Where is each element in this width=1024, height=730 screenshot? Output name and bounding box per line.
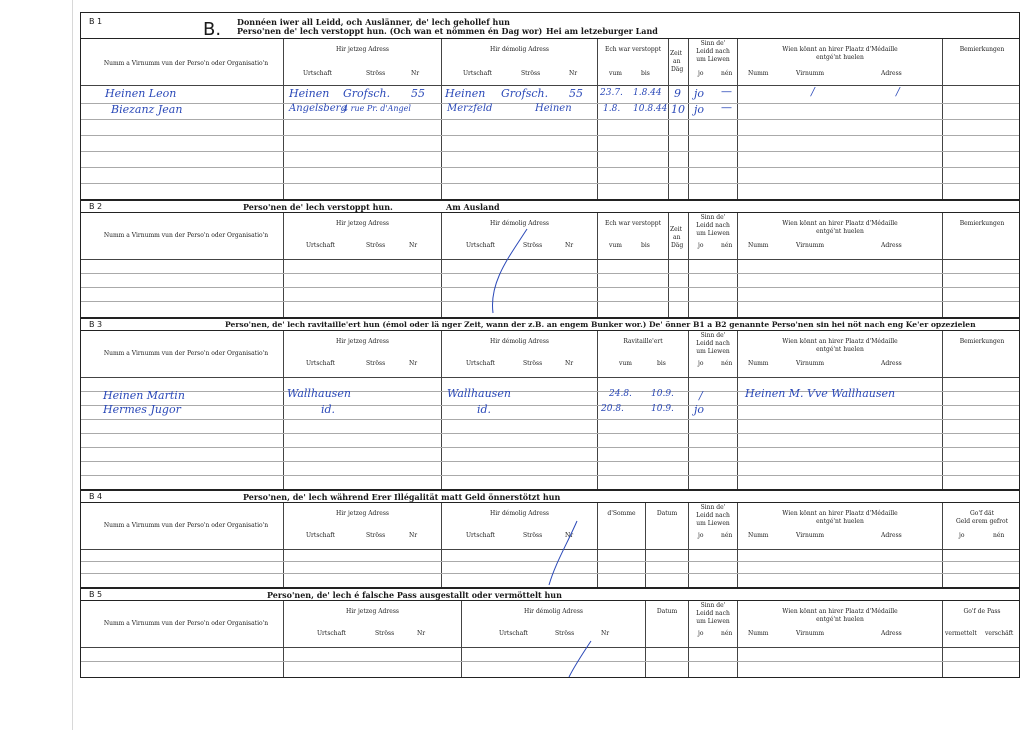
- b3-medal-l2: entgé'nt huelen: [816, 346, 864, 353]
- section-b1-header: [81, 13, 1019, 39]
- b1-days-l2: an: [673, 58, 681, 65]
- b1-row1-days: 9: [674, 87, 681, 100]
- b1-row2-town: Angelsberg: [289, 103, 347, 114]
- b2-nr2-label: Nr: [565, 242, 574, 249]
- b5-date-label: Datum: [656, 608, 678, 615]
- b1-street-label: Ströss: [366, 70, 386, 77]
- b3-from-label: vum: [619, 360, 632, 367]
- b1-sense-l3: um Liewen: [696, 56, 730, 63]
- b2-medal-addr-label: Adress: [881, 242, 902, 249]
- b2-town-label: Urtschaft: [306, 242, 335, 249]
- b2-to-label: bis: [641, 242, 650, 249]
- b2-medal-first-label: Virnumm: [796, 242, 825, 249]
- b3-row1-from: 24.8.: [609, 389, 632, 399]
- b5-pass-created: verschäft: [985, 630, 1014, 637]
- b3-medal-l1: Wien könnt an hirer Plaatz d'Médaille: [782, 338, 898, 345]
- section-b1-id: B 1: [89, 17, 103, 26]
- b4-nr-label: Nr: [409, 532, 418, 539]
- b1-row1-town: Heinen: [289, 87, 330, 100]
- b3-row1-alive: /: [699, 389, 703, 402]
- section-b2-id: B 2: [89, 202, 103, 211]
- b2-days-l2: an: [673, 234, 681, 241]
- b2-current-addr-label: Hir jetzeg Adress: [336, 220, 389, 227]
- b5-pass-issued: vermettelt: [945, 630, 977, 637]
- b1-row2-alive: jo: [694, 103, 705, 116]
- b2-days-l3: Däg: [671, 242, 684, 249]
- b3-row2-town2: id.: [477, 403, 492, 416]
- b5-medal-l2: entgé'nt huelen: [816, 616, 864, 623]
- b4-medal-l2: entgé'nt huelen: [816, 518, 864, 525]
- b1-nr2-label: Nr: [569, 70, 578, 77]
- b4-sum-label: d'Somme: [607, 510, 636, 517]
- header-line-1: Donnéen iwer all Leidd, och Auslänner, de' lech gehollef hun: [237, 17, 510, 27]
- b1-from-label: vum: [609, 70, 622, 77]
- b1-no-label: nén: [721, 70, 733, 77]
- b3-row1-name: Heinen Martin: [103, 389, 185, 402]
- section-b5-header: [81, 589, 1019, 601]
- b3-to-label: bis: [657, 360, 666, 367]
- b3-remarks-label: Bemierkungen: [959, 338, 1005, 345]
- b4-medal-addr-label: Adress: [881, 532, 902, 539]
- b4-yes-label: jo: [698, 532, 704, 539]
- b2-from-label: vum: [609, 242, 622, 249]
- b5-medal-name-label: Numm: [748, 630, 769, 637]
- b3-sense-l3: um Liewen: [696, 348, 730, 355]
- b3-nr-label: Nr: [409, 360, 418, 367]
- b2-sense-l2: Leidd nach: [696, 222, 730, 229]
- b2-yes-label: jo: [698, 242, 704, 249]
- form-letter: B.: [203, 19, 222, 40]
- b1-sense-l1: Sinn de': [700, 40, 726, 47]
- b1-row1-name: Heinen Leon: [105, 87, 177, 100]
- b3-no-label: nén: [721, 360, 733, 367]
- b4-street2-label: Ströss: [523, 532, 543, 539]
- b1-town2-label: Urtschaft: [463, 70, 492, 77]
- b4-money-yes: jo: [959, 532, 965, 539]
- b5-town-label: Urtschaft: [317, 630, 346, 637]
- b1-row2-days: 10: [671, 103, 685, 116]
- b1-remarks-label: Bemierkungen: [959, 46, 1005, 53]
- section-b1: [80, 12, 1020, 200]
- b4-town-label: Urtschaft: [306, 532, 335, 539]
- b3-yes-label: jo: [698, 360, 704, 367]
- section-b4-id: B 4: [89, 492, 103, 501]
- section-b2-place: Am Ausland: [446, 202, 500, 212]
- b4-strike-mark: [543, 519, 583, 589]
- b2-no-label: nén: [721, 242, 733, 249]
- b1-yes-label: jo: [698, 70, 704, 77]
- b3-row1-medal: Heinen M. Vve Wallhausen: [745, 387, 896, 400]
- header-land: Hei am letzeburger Land: [546, 26, 658, 36]
- b1-sense-l2: Leidd nach: [696, 48, 730, 55]
- b1-medal-l1: Wien könnt an hirer Plaatz d'Médaille: [782, 46, 898, 53]
- b1-row1-from: 23.7.: [600, 88, 623, 98]
- b3-medal-addr-label: Adress: [881, 360, 902, 367]
- form-sheet: [80, 12, 1022, 680]
- b5-medal-addr-label: Adress: [881, 630, 902, 637]
- b1-medal-name-label: Numm: [748, 70, 769, 77]
- b5-strike-mark: [561, 639, 601, 679]
- b2-street2-label: Ströss: [523, 242, 543, 249]
- b4-current-addr-label: Hir jetzeg Adress: [336, 510, 389, 517]
- b4-nr2-label: Nr: [565, 532, 574, 539]
- b3-medal-first-label: Virnumm: [796, 360, 825, 367]
- b1-row1-medal-first: /: [811, 85, 815, 98]
- b1-medal-first-label: Virnumm: [796, 70, 825, 77]
- b2-medal-l2: entgé'nt huelen: [816, 228, 864, 235]
- b4-money-no: nén: [993, 532, 1005, 539]
- b3-nr2-label: Nr: [565, 360, 574, 367]
- b3-name-label: Numm a Virnumm vun der Perso'n oder Organisatio'n: [103, 350, 269, 357]
- b4-town2-label: Urtschaft: [466, 532, 495, 539]
- b5-name-label: Numm a Virnumm vun der Perso'n oder Organisatio'n: [103, 620, 269, 627]
- b2-town2-label: Urtschaft: [466, 242, 495, 249]
- b5-sense-l1: Sinn de': [700, 602, 726, 609]
- section-b3-header: [81, 319, 1019, 331]
- b1-days-l3: Däg: [671, 66, 684, 73]
- b1-row1-medal-addr: /: [896, 85, 900, 98]
- b4-sense-l3: um Liewen: [696, 520, 730, 527]
- b2-nr-label: Nr: [409, 242, 418, 249]
- b5-no-label: nén: [721, 630, 733, 637]
- b1-row1-street: Grofsch.: [343, 87, 391, 100]
- b2-medal-l1: Wien könnt an hirer Plaatz d'Médaille: [782, 220, 898, 227]
- b4-medal-name-label: Numm: [748, 532, 769, 539]
- b3-row1-town2: Wallhausen: [447, 387, 511, 400]
- b5-street-label: Ströss: [375, 630, 395, 637]
- b1-row2-medal-name: —: [721, 101, 732, 114]
- b3-row1-town: Wallhausen: [287, 387, 351, 400]
- b1-row1-to: 1.8.44: [633, 88, 662, 98]
- b5-current-addr-label: Hir jetzeg Adress: [346, 608, 399, 615]
- b2-hidden-label: Ech war verstoppt: [604, 220, 661, 227]
- b2-name-label: Numm a Virnumm vun der Perso'n oder Organisatio'n: [103, 232, 269, 239]
- b1-row2-street: 4 rue Pr. d'Angel: [343, 104, 411, 113]
- section-b4: [80, 490, 1020, 588]
- b1-row1-street2: Grofsch.: [501, 87, 549, 100]
- b2-sense-l1: Sinn de': [700, 214, 726, 221]
- b2-street-label: Ströss: [366, 242, 386, 249]
- b1-row2-to: 10.8.44: [633, 104, 668, 114]
- b1-street2-label: Ströss: [521, 70, 541, 77]
- b3-former-addr-label: Hir démolig Adress: [490, 338, 549, 345]
- b5-yes-label: jo: [698, 630, 704, 637]
- b3-row2-to: 10.9.: [651, 404, 674, 414]
- b1-nr-label: Nr: [411, 70, 420, 77]
- section-b5-id: B 5: [89, 590, 103, 599]
- b4-name-label: Numm a Virnumm vun der Perso'n oder Organisatio'n: [103, 522, 269, 529]
- b3-sense-l2: Leidd nach: [696, 340, 730, 347]
- b1-to-label: bis: [641, 70, 650, 77]
- b5-sense-l3: um Liewen: [696, 618, 730, 625]
- b4-medal-first-label: Virnumm: [796, 532, 825, 539]
- header-line-2: Perso'nen de' lech verstoppt hun. (Och wan et nömmen én Dag wor): [237, 26, 543, 36]
- b4-no-label: nén: [721, 532, 733, 539]
- b2-former-addr-label: Hir démolig Adress: [490, 220, 549, 227]
- b2-remarks-label: Bemierkungen: [959, 220, 1005, 227]
- b3-medal-name-label: Numm: [748, 360, 769, 367]
- b1-row2-town2: Merzfeld: [447, 103, 493, 114]
- b4-money-l2: Geld erem gefrot: [955, 518, 1009, 525]
- b1-row2-from: 1.8.: [603, 104, 621, 114]
- b1-days-l1: Zeit: [670, 50, 683, 57]
- b3-sense-l1: Sinn de': [700, 332, 726, 339]
- section-b3: [80, 318, 1020, 490]
- section-b5-title: Perso'nen, de' lech é falsche Pass ausgestallt oder vermöttelt hun: [267, 590, 562, 600]
- section-b2: [80, 200, 1020, 318]
- b4-sense-l2: Leidd nach: [696, 512, 730, 519]
- b1-row1-alive: jo: [694, 87, 705, 100]
- b3-current-addr-label: Hir jetzeg Adress: [336, 338, 389, 345]
- b3-town-label: Urtschaft: [306, 360, 335, 367]
- b1-row1-town2: Heinen: [445, 87, 486, 100]
- section-b4-header: [81, 491, 1019, 503]
- b5-sense-l2: Leidd nach: [696, 610, 730, 617]
- b3-row2-name: Hermes Jugor: [103, 403, 181, 416]
- section-b5: [80, 588, 1020, 678]
- b4-medal-l1: Wien könnt an hirer Plaatz d'Médaille: [782, 510, 898, 517]
- b1-medal-addr-label: Adress: [881, 70, 902, 77]
- b1-hidden-label: Ech war verstoppt: [604, 46, 661, 53]
- b4-sense-l1: Sinn de': [700, 504, 726, 511]
- page-fold-line: [72, 0, 73, 730]
- section-b3-id: B 3: [89, 320, 103, 329]
- b3-street-label: Ströss: [366, 360, 386, 367]
- b3-row2-alive: jo: [694, 403, 705, 416]
- b5-town2-label: Urtschaft: [499, 630, 528, 637]
- b4-former-addr-label: Hir démolig Adress: [490, 510, 549, 517]
- b1-medal-l2: entgé'nt huelen: [816, 54, 864, 61]
- b1-current-addr-label: Hir jetzeg Adress: [336, 46, 389, 53]
- b1-town-label: Urtschaft: [303, 70, 332, 77]
- b4-date-label: Datum: [656, 510, 678, 517]
- b2-strike-mark: [479, 227, 539, 317]
- b2-medal-name-label: Numm: [748, 242, 769, 249]
- section-b2-header: [81, 201, 1019, 213]
- b2-sense-l3: um Liewen: [696, 230, 730, 237]
- b3-row2-town: id.: [321, 403, 336, 416]
- b5-medal-l1: Wien könnt an hirer Plaatz d'Médaille: [782, 608, 898, 615]
- b4-street-label: Ströss: [366, 532, 386, 539]
- b1-row1-nr: 55: [411, 87, 425, 100]
- section-b3-title: Perso'nen, de' lech ravitaille'ert hun (émol oder lä nger Zeit, wann der z.B. an engem Bunker wor.) De' önner B1 a B2 genannte Perso'nen sin hei nöt nach eng Ke'er opzezielen: [225, 320, 976, 329]
- b5-former-addr-label: Hir démolig Adress: [524, 608, 583, 615]
- b5-nr-label: Nr: [417, 630, 426, 637]
- b5-pass-label: Go'f de Pass: [963, 608, 1001, 615]
- b1-former-addr-label: Hir démolig Adress: [490, 46, 549, 53]
- b3-row2-from: 20.8.: [601, 404, 624, 414]
- section-b2-title: Perso'nen de' lech verstoppt hun.: [243, 202, 393, 212]
- b5-medal-first-label: Virnumm: [796, 630, 825, 637]
- b1-row1-nr2: 55: [569, 87, 583, 100]
- b1-row2-name: Biezanz Jean: [111, 103, 183, 116]
- b3-street2-label: Ströss: [523, 360, 543, 367]
- b3-row1-to: 10.9.: [651, 389, 674, 399]
- b1-row2-street2: Heinen: [535, 103, 572, 114]
- b5-street2-label: Ströss: [555, 630, 575, 637]
- b1-name-label: Numm a Virnumm vun der Perso'n oder Organisatio'n: [103, 60, 269, 67]
- b1-row1-medal-name: —: [721, 85, 732, 98]
- section-b4-title: Perso'nen, de' lech während Erer Illégalität matt Geld önnerstötzt hun: [243, 492, 561, 502]
- b5-nr2-label: Nr: [601, 630, 610, 637]
- b3-supplied-label: Ravitaille'ert: [623, 338, 663, 345]
- b2-days-l1: Zeit: [670, 226, 683, 233]
- b4-money-l1: Go'f dät: [969, 510, 994, 517]
- b3-town2-label: Urtschaft: [466, 360, 495, 367]
